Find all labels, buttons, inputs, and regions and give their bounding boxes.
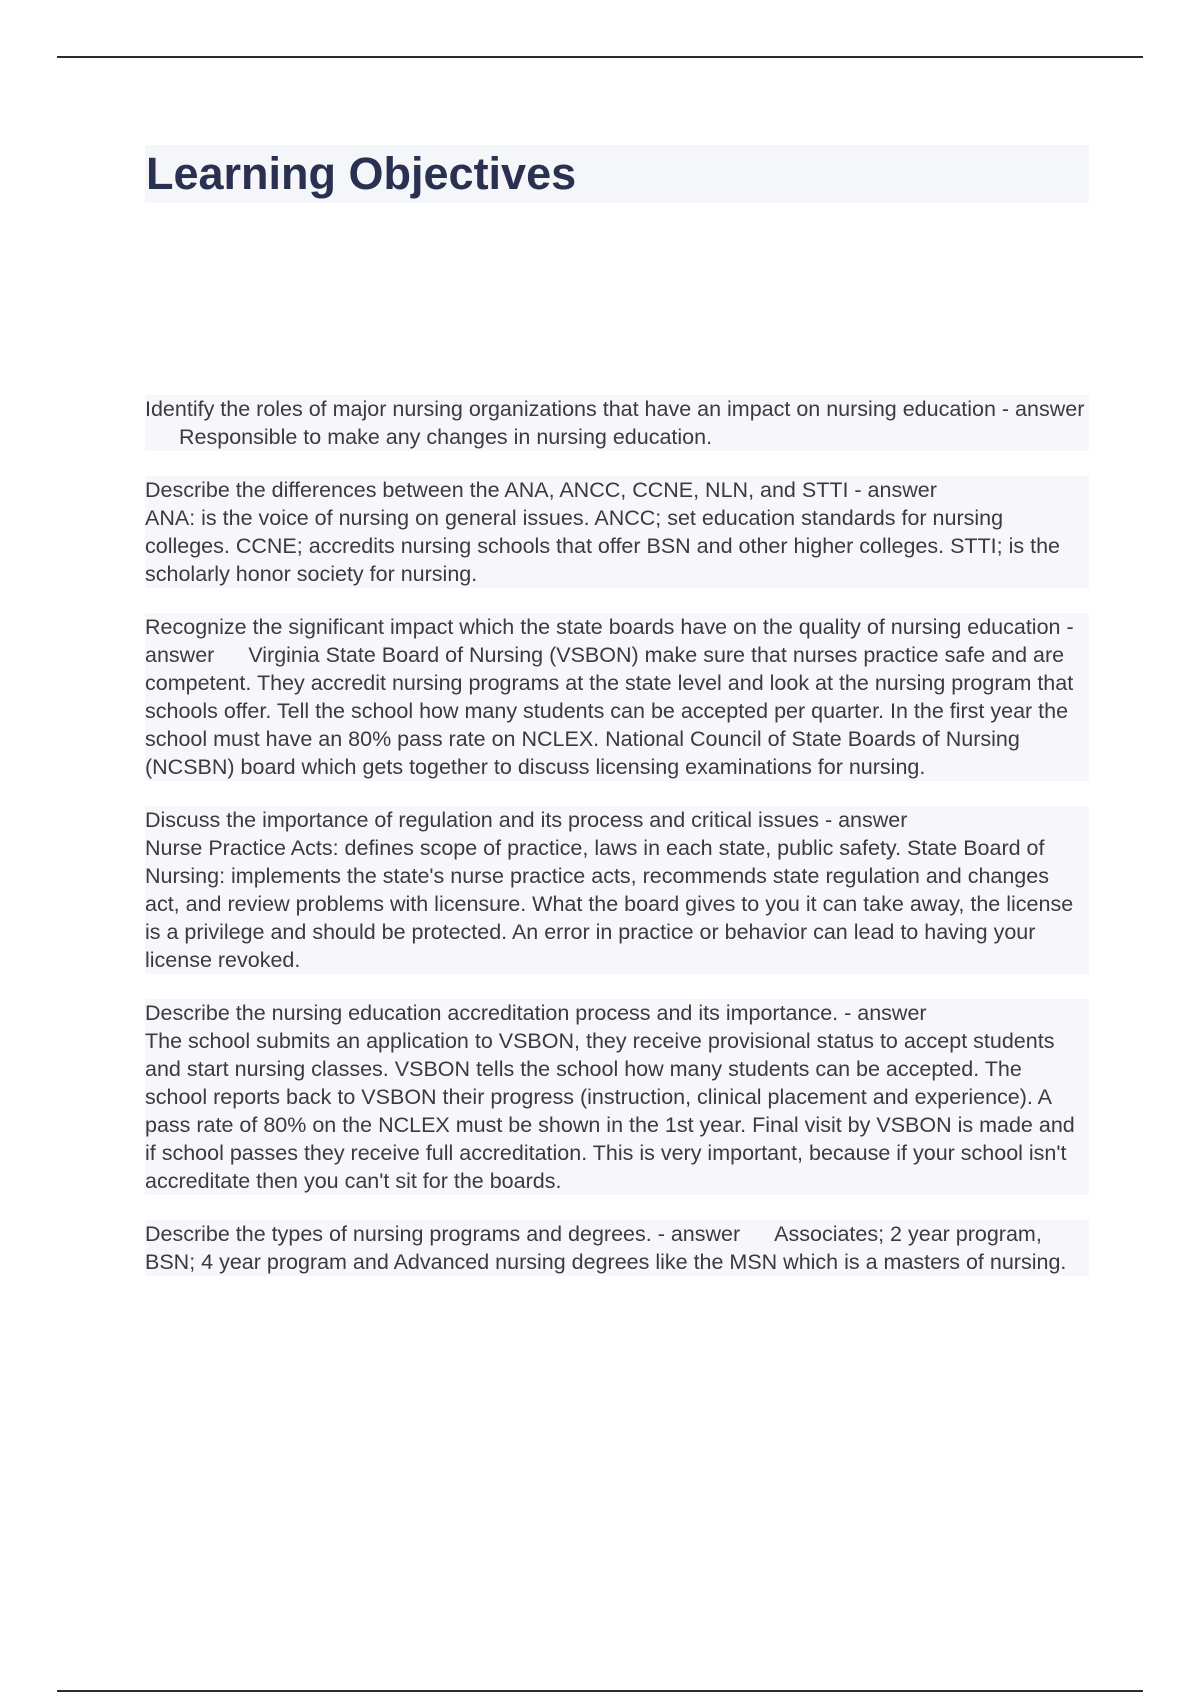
bottom-rule (57, 1690, 1143, 1692)
answer-text: The school submits an application to VSBON, they receive provisional status to accept students and start nursing classes. VSBON tells the school how many students can be accepted. The school reports back to VSBON their progress (instruction, clinical placement and experience). A pass rate of 80% on the NCLEX must be shown in the 1st year. Final visit by VSBON is made and if school passes they receive full accreditation. This is very important, because if your school isn't accreditate then you can't sit for the boards. (145, 1029, 1075, 1193)
answer-text: Associates; 2 year program, BSN; 4 year program and Advanced nursing degrees like the MSN which is a masters of nursing. (145, 1222, 1067, 1274)
top-rule (57, 56, 1143, 58)
page-title: Learning Objectives (146, 148, 577, 199)
qa-entry (145, 476, 1089, 588)
answer-text: Responsible to make any changes in nursing education. (179, 425, 713, 449)
answer-text: Virginia State Board of Nursing (VSBON) make sure that nurses practice safe and are competent. They accredit nursing programs at the state level and look at the nursing program that schools offer. Tell the school how many students can be accepted per quarter. In the first year the school must have an 80% pass rate on NCLEX. National Council of State Boards of Nursing (NCSBN) board which gets together to discuss licensing examinations for nursing. (145, 643, 1074, 779)
question-text: Describe the nursing education accreditation process and its importance. - answer (145, 1001, 927, 1025)
question-text: Discuss the importance of regulation and its process and critical issues - answer (145, 808, 908, 832)
question-text: Describe the types of nursing programs and degrees. - answer (145, 1222, 741, 1246)
qa-entry (145, 613, 1089, 781)
qa-list (145, 395, 1089, 1301)
question-text: Identify the roles of major nursing organizations that have an impact on nursing education - answer (145, 397, 1085, 421)
question-text: Recognize the significant impact which the state boards have on the quality of nursing education - answer (145, 615, 1074, 667)
qa-entry (145, 999, 1089, 1195)
qa-entry (145, 1220, 1089, 1276)
question-text: Describe the differences between the ANA, ANCC, CCNE, NLN, and STTI - answer (145, 478, 937, 502)
qa-entry (145, 806, 1089, 974)
qa-entry (145, 395, 1089, 451)
answer-text: Nurse Practice Acts: defines scope of practice, laws in each state, public safety. State Board of Nursing: implements the state's nurse practice acts, recommends state regulation and changes act, and review problems with licensure. What the board gives to you it can take away, the license is a privilege and should be protected. An error in practice or behavior can lead to having your license revoked. (145, 836, 1074, 972)
answer-text: ANA: is the voice of nursing on general issues. ANCC; set education standards for nursing colleges. CCNE; accredits nursing schools that offer BSN and other higher colleges. STTI; is the scholarly honor society for nursing. (145, 506, 1060, 586)
